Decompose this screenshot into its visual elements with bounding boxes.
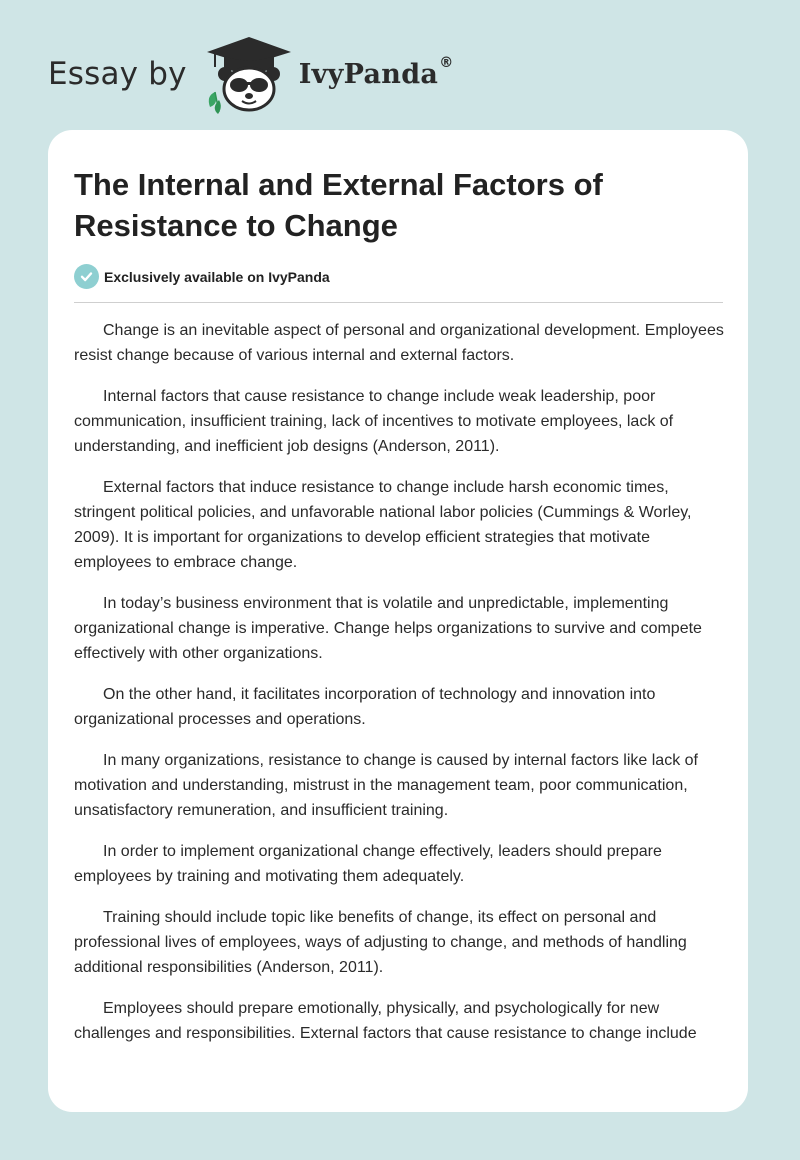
check-circle-icon [74,264,99,289]
paragraph: On the other hand, it facilitates incorporation of technology and innovation into organizational processes and operations. [74,686,656,728]
site-header [48,34,454,114]
essay-body [74,318,726,1062]
exclusive-badge-label: Exclusively available on IvyPanda [104,268,330,285]
paragraph: Training should include topic like benefits of change, its effect on personal and professional lives of employees, ways of adjusting to change, and methods of handling additional responsibilities (Anderson, 2011). [74,909,687,976]
panda-graduate-logo-icon[interactable] [203,34,295,114]
title-divider [74,302,723,303]
exclusive-badge [74,264,330,289]
paragraph: Change is an inevitable aspect of personal and organizational development. Employees resist change because of various internal and external factors. [74,322,724,364]
brand-name[interactable] [298,54,454,90]
essay-by-label: Essay by [48,56,187,92]
paragraph: Internal factors that cause resistance to change include weak leadership, poor communication, insufficient training, lack of incentives to motivate employees, lack of understanding, and inefficient job designs (Anderson, 2011). [74,388,674,455]
paragraph: External factors that induce resistance to change include harsh economic times, stringent political policies, and unfavorable national labor policies (Cummings & Worley, 2009). It is important for organizations to develop efficient strategies that motivate employees to embrace change. [74,479,692,571]
paragraph: In many organizations, resistance to change is caused by internal factors like lack of motivation and understanding, mistrust in the management team, poor communication, unsatisfactory remuneration, and insufficient training. [74,752,698,819]
paragraph: Employees should prepare emotionally, physically, and psychologically for new challenges and responsibilities. External factors that cause resistance to change include [74,1000,697,1042]
essay-title: The Internal and External Factors of Resistance to Change [74,167,603,243]
registered-mark: ® [439,54,454,71]
paragraph: In order to implement organizational change effectively, leaders should prepare employees by training and motivating them adequately. [74,843,662,885]
essay-card [48,130,748,1112]
paragraph: In today’s business environment that is volatile and unpredictable, implementing organizational change is imperative. Change helps organizations to survive and compete effectively with other organizations. [74,595,702,662]
brand-name-text: IvyPanda [298,58,439,90]
